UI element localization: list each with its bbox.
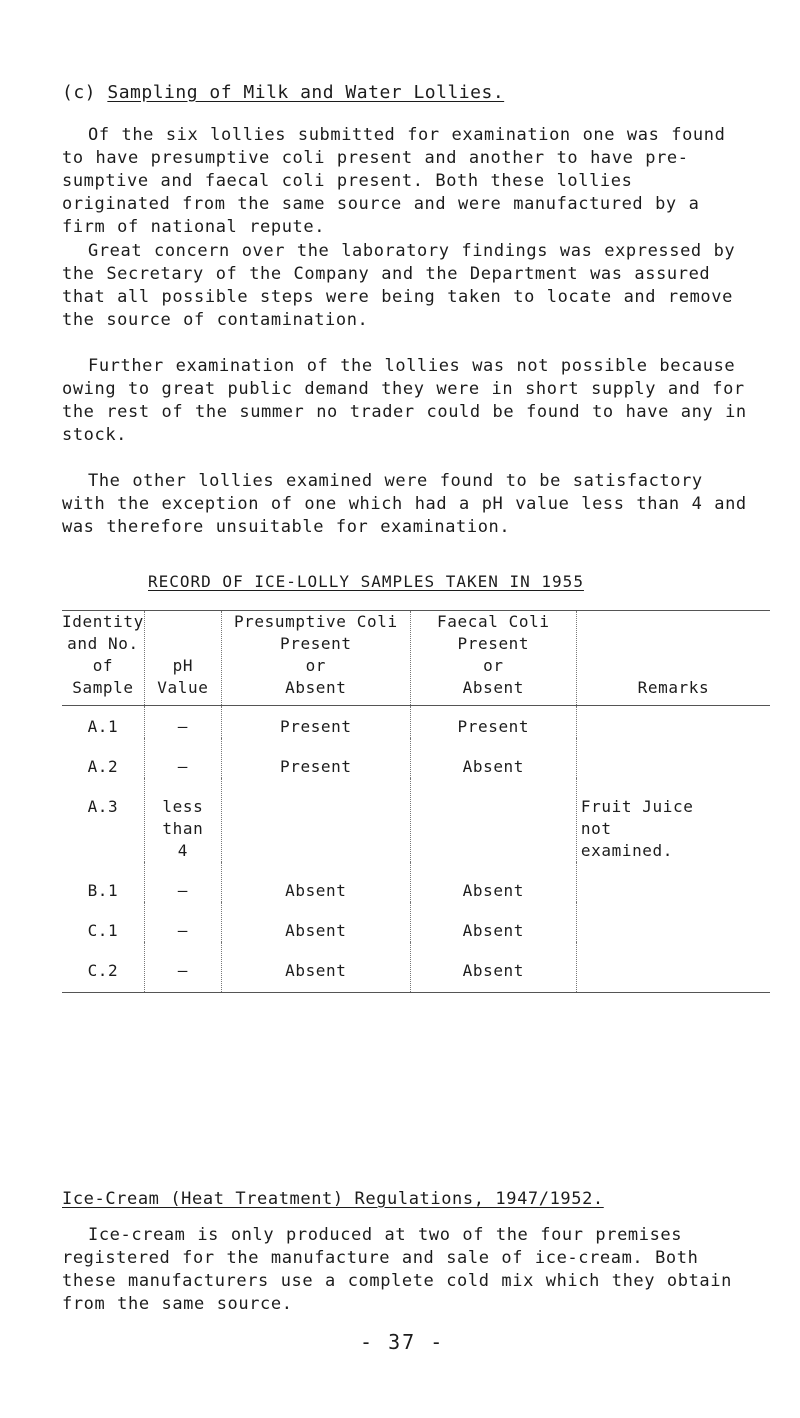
- cell-identity: A.3: [87, 797, 119, 816]
- cell-presumptive: Absent: [221, 902, 410, 942]
- cell-presumptive: Present: [221, 738, 410, 778]
- cell-identity: C.2: [87, 961, 119, 980]
- cell-faecal: Absent: [410, 942, 576, 993]
- cell-presumptive: Absent: [221, 942, 410, 993]
- cell-presumptive: Present: [221, 706, 410, 739]
- cell-faecal: Absent: [410, 862, 576, 902]
- ice-cream-regulations-heading: Ice-Cream (Heat Treatment) Regulations, 1947/1952.: [62, 1189, 604, 1209]
- paragraph-4: The other lollies examined were found to be satisfactory with the exception of one which had a pH value less than 4 and was therefore unsuitable for examination.: [62, 471, 747, 537]
- cell-remarks: [576, 706, 770, 739]
- cell-ph: —: [144, 706, 221, 739]
- header-presumptive-coli: Presumptive Coli Present or Absent: [221, 611, 410, 706]
- cell-identity: C.1: [87, 921, 119, 940]
- ice-lolly-record-table: [62, 610, 770, 993]
- cell-faecal: Absent: [410, 738, 576, 778]
- cell-presumptive: [221, 778, 410, 862]
- cell-remarks: [576, 902, 770, 942]
- section-heading: [62, 82, 504, 103]
- cell-remarks: [576, 942, 770, 993]
- paragraph-2: Great concern over the laboratory findings was expressed by the Secretary of the Company and the Department was assured that all possible steps were being taken to locate and remove the source of contamination.: [62, 241, 736, 330]
- cell-faecal: [410, 778, 576, 862]
- table-row: [62, 738, 770, 778]
- header-faecal-coli: Faecal Coli Present or Absent: [410, 611, 576, 706]
- header-ph-value: pH Value: [144, 611, 221, 706]
- record-table-title: RECORD OF ICE-LOLLY SAMPLES TAKEN IN 1955: [148, 572, 584, 591]
- section-heading-title: Sampling of Milk and Water Lollies.: [107, 82, 505, 103]
- cell-identity: A.2: [87, 757, 119, 776]
- paragraph-3: Further examination of the lollies was not possible because owing to great public demand they were in short supply and for the rest of the summer no trader could be found to have any in stock.: [62, 356, 747, 445]
- cell-ph: —: [144, 942, 221, 993]
- table-header-row: [62, 611, 770, 706]
- cell-faecal: Present: [410, 706, 576, 739]
- page-number: - 37 -: [360, 1330, 445, 1354]
- cell-remarks: [576, 738, 770, 778]
- cell-ph: —: [144, 902, 221, 942]
- header-remarks: Remarks: [576, 611, 770, 706]
- cell-ph: —: [144, 862, 221, 902]
- ice-cream-paragraph: Ice-cream is only produced at two of the four premises registered for the manufacture and sale of ice-cream. Both these manufacturers use a complete cold mix which they obtain from the same source.: [62, 1225, 732, 1314]
- table-row: [62, 778, 770, 862]
- cell-presumptive: Absent: [221, 862, 410, 902]
- table-row: [62, 902, 770, 942]
- cell-identity: A.1: [87, 717, 119, 736]
- cell-ph: —: [144, 738, 221, 778]
- table-row: [62, 706, 770, 739]
- section-heading-prefix: (c): [62, 82, 108, 103]
- cell-identity: B.1: [87, 881, 119, 900]
- cell-faecal: Absent: [410, 902, 576, 942]
- cell-remarks: [576, 862, 770, 902]
- table-row: [62, 942, 770, 993]
- cell-remarks: Fruit Juice not examined.: [576, 778, 770, 862]
- cell-ph: less than 4: [144, 778, 221, 862]
- table-row: [62, 862, 770, 902]
- header-identity: Identity and No. of Sample: [62, 611, 144, 706]
- paragraph-1: Of the six lollies submitted for examination one was found to have presumptive coli present and another to have pre-sumptive and faecal coli present. Both these lollies originated from the same source and were manufactured by a firm of national repute.: [62, 125, 726, 237]
